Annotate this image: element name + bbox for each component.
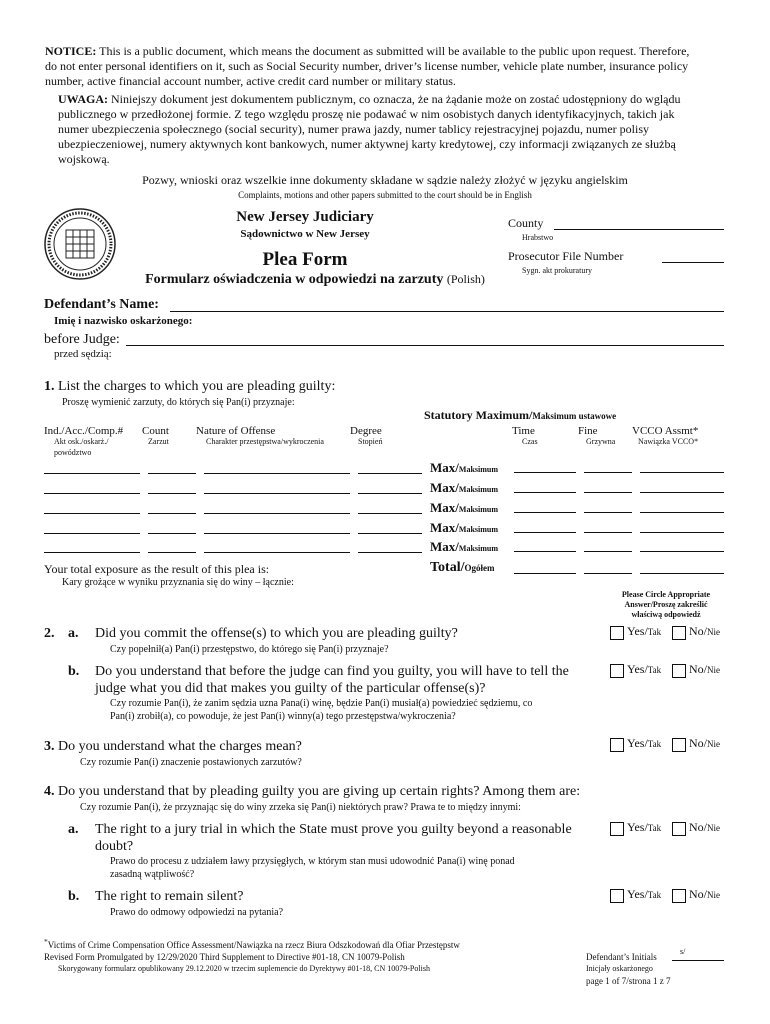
q2b-text-1: Do you understand that before the judge can find you guilty, you will have to tell the — [95, 664, 569, 679]
org-name-pl: Sądownictwo w New Jersey — [240, 228, 370, 240]
q2-number: 2. — [44, 626, 55, 641]
notice-pl-line-3: numer ubezpieczenia społecznego (social security), numer prawa jazdy, numer tablicy rejestracyjnej pojazdu, numer polisy — [58, 122, 649, 136]
county-label: County — [508, 216, 544, 230]
q3-yes-checkbox[interactable] — [610, 738, 624, 752]
col-nature: Nature of Offense — [196, 425, 276, 437]
q4-text-pl: Czy rozumie Pan(i), że przyznając się do winy zrzeka się Pan(i) niektórych praw? Prawa te to między innymi: — [80, 802, 521, 813]
q4b-yes-checkbox[interactable] — [610, 889, 624, 903]
charge-count-field[interactable] — [148, 533, 196, 534]
max-time-field[interactable] — [514, 472, 576, 473]
prosecutor-file-field[interactable] — [662, 262, 724, 263]
max-vcco-field[interactable] — [640, 492, 724, 493]
col-fine-pl: Grzywna — [586, 437, 616, 446]
max-vcco-field[interactable] — [640, 551, 724, 552]
charge-nature-field[interactable] — [204, 473, 350, 474]
initials-label-pl: Inicjały oskarżonego — [586, 964, 653, 973]
q4a-yes-checkbox[interactable] — [610, 822, 624, 836]
q4a-no-checkbox[interactable] — [672, 822, 686, 836]
charge-ind-field[interactable] — [44, 533, 140, 534]
q2b-no-label: No/Nie — [689, 662, 720, 676]
q4a-yes-label: Yes/Tak — [627, 820, 662, 834]
max-time-field[interactable] — [514, 532, 576, 533]
charge-degree-field[interactable] — [358, 513, 422, 514]
max-fine-field[interactable] — [584, 512, 632, 513]
charge-count-field[interactable] — [148, 493, 196, 494]
q4a-text-2: doubt? — [95, 839, 134, 854]
initials-label: Defendant’s Initials — [586, 952, 657, 962]
q4b-yes-label: Yes/Tak — [627, 887, 662, 901]
q2b-no-checkbox[interactable] — [672, 664, 686, 678]
nj-judiciary-seal-icon — [44, 208, 116, 280]
notice-pl-line-2: publicznego w przedłożonej formie. Z tego względu proszę nie podawać w nim osobistych danych identyfikacyjnych, takich jak — [58, 107, 675, 121]
circle-answer-note: Please Circle Appropriate Answer/Proszę zakreślić właściwą odpowiedź — [621, 590, 711, 619]
total-time-field[interactable] — [514, 573, 576, 574]
q2a-letter: a. — [68, 626, 79, 641]
notice-line-1: NOTICE: This is a public document, which means the document as submitted will be available to the public upon request. Therefore, — [45, 44, 690, 58]
q4-text: 4. Do you understand that by pleading guilty you are giving up certain rights? Among them are: — [44, 784, 581, 799]
col-nature-pl: Charakter przestępstwa/wykroczenia — [206, 437, 324, 446]
max-vcco-field[interactable] — [640, 472, 724, 473]
total-vcco-field[interactable] — [640, 573, 724, 574]
col-degree: Degree — [350, 425, 382, 437]
victims-footnote: *Victims of Crime Compensation Office Assessment/Nawiązka na rzecz Biura Odszkodowań dla Ofiar Przestępstw — [44, 937, 460, 950]
english-note-en: Complaints, motions and other papers submitted to the court should be in English — [238, 190, 532, 200]
charge-nature-field[interactable] — [204, 493, 350, 494]
max-fine-field[interactable] — [584, 532, 632, 533]
col-count-pl: Zarzut — [148, 437, 169, 446]
q2b-yes-label: Yes/Tak — [627, 662, 662, 676]
english-note-pl: Pozwy, wnioski oraz wszelkie inne dokumenty składane w sądzie należy złożyć w języku angielskim — [142, 173, 628, 187]
form-subtitle: Formularz oświadczenia w odpowiedzi na zarzuty (Polish) — [145, 272, 485, 287]
max-fine-field[interactable] — [584, 472, 632, 473]
q4a-text-pl-2: zasadną wątpliwość? — [110, 869, 195, 880]
charge-degree-field[interactable] — [358, 473, 422, 474]
q2a-no-checkbox[interactable] — [672, 626, 686, 640]
q4a-text-1: The right to a jury trial in which the State must prove you guilty beyond a reasonable — [95, 822, 572, 837]
col-fine: Fine — [578, 425, 598, 437]
charge-degree-field[interactable] — [358, 493, 422, 494]
q2b-text-2: judge what you did that makes you guilty of the particular offense(s)? — [95, 681, 486, 696]
form-title: Plea Form — [262, 249, 348, 270]
revised-form-note-pl: Skorygowany formularz opublikowany 29.12.2020 w trzecim suplemencie do Dyrektywy #01-18, CN 10079-Polish — [58, 964, 430, 973]
initials-field[interactable] — [672, 960, 724, 961]
county-field[interactable] — [554, 229, 724, 230]
q3-text-pl: Czy rozumie Pan(i) znaczenie postawionych zarzutów? — [80, 757, 302, 768]
q2a-no-label: No/Nie — [689, 624, 720, 638]
col-vcco: VCCO Assmt* — [632, 425, 699, 437]
col-time: Time — [512, 425, 535, 437]
max-fine-field[interactable] — [584, 551, 632, 552]
q2a-text: Did you commit the offense(s) to which you are pleading guilty? — [95, 626, 458, 641]
charge-ind-field[interactable] — [44, 493, 140, 494]
notice-label: NOTICE: — [45, 44, 97, 58]
total-fine-field[interactable] — [584, 573, 632, 574]
q2a-text-pl: Czy popełnił(a) Pan(i) przestępstwo, do którego się Pan(i) przyznaje? — [110, 644, 389, 655]
prosecutor-label: Prosecutor File Number — [508, 249, 624, 263]
charge-ind-field[interactable] — [44, 473, 140, 474]
revised-form-note: Revised Form Promulgated by 12/29/2020 Third Supplement to Directive #01-18, CN 10079-Polish — [44, 952, 405, 962]
max-label: Max/Maksimum — [430, 539, 499, 554]
max-label: Max/Maksimum — [430, 520, 499, 535]
q3-no-checkbox[interactable] — [672, 738, 686, 752]
q1-heading-pl: Proszę wymienić zarzuty, do których się Pan(i) przyznaje: — [62, 397, 295, 408]
max-label: Max/Maksimum — [430, 460, 499, 475]
total-label: Total/Ogółem — [430, 560, 495, 575]
charge-nature-field[interactable] — [204, 533, 350, 534]
q3-yes-label: Yes/Tak — [627, 736, 662, 750]
page-number: page 1 of 7/strona 1 z 7 — [586, 976, 671, 986]
max-fine-field[interactable] — [584, 492, 632, 493]
total-exposure-label-pl: Kary grożące w wyniku przyznania się do winy – łącznie: — [62, 577, 294, 588]
col-ind: Ind./Acc./Comp.# — [44, 425, 124, 437]
col-vcco-pl: Nawiązka VCCO* — [638, 437, 699, 446]
q4a-text-pl-1: Prawo do procesu z udziałem ławy przysięgłych, w którym stan musi udowodnić Pana(i) winę ponad — [110, 856, 515, 867]
max-time-field[interactable] — [514, 492, 576, 493]
max-vcco-field[interactable] — [640, 512, 724, 513]
q2a-yes-checkbox[interactable] — [610, 626, 624, 640]
max-label: Max/Maksimum — [430, 500, 499, 515]
q4b-no-label: No/Nie — [689, 887, 720, 901]
col-count: Count — [142, 425, 169, 437]
q2b-text-pl-1: Czy rozumie Pan(i), że zanim sędzia uzna Pana(i) winę, będzie Pan(i) musiał(a) powiedzieć sędziemu, co — [110, 698, 533, 709]
q3-no-label: No/Nie — [689, 736, 720, 750]
defendant-name-field[interactable] — [170, 311, 724, 312]
notice-line-2: do not enter personal identifiers on it, such as Social Security number, driver’s license number, vehicle plate number, insurance policy — [45, 59, 689, 73]
judge-label-pl: przed sędzią: — [54, 348, 112, 360]
q4a-no-label: No/Nie — [689, 820, 720, 834]
q3-text: 3. Do you understand what the charges mean? — [44, 739, 302, 754]
q4b-no-checkbox[interactable] — [672, 889, 686, 903]
col-ind-pl-2: powództwo — [54, 448, 92, 457]
q4b-letter: b. — [68, 889, 80, 904]
col-ind-pl: Akt osk./oskarż./ — [54, 437, 109, 446]
form-subtitle-lang: (Polish) — [446, 272, 485, 286]
q2b-text-pl-2: Pan(i) zrobił(a), co powoduje, że jest Pan(i) winny(a) tego przestępstwa/wykroczenia? — [110, 711, 456, 722]
county-label-pl: Hrabstwo — [522, 233, 554, 242]
notice-pl-line-5: wojskową. — [58, 152, 110, 166]
notice-pl-line-4: ubezpieczeniowej, numery aktywnych kont bankowych, numer aktywnej karty kredytowej, czy informacji związanych ze służbą — [58, 137, 676, 151]
q4b-text-pl: Prawo do odmowy odpowiedzi na pytania? — [110, 907, 284, 918]
charge-degree-field[interactable] — [358, 533, 422, 534]
col-time-pl: Czas — [522, 437, 538, 446]
judge-label: before Judge: — [44, 332, 120, 347]
charge-ind-field[interactable] — [44, 552, 140, 553]
max-label: Max/Maksimum — [430, 480, 499, 495]
col-degree-pl: Stopień — [358, 437, 383, 446]
org-name: New Jersey Judiciary — [236, 209, 374, 225]
q4b-text: The right to remain silent? — [95, 889, 244, 904]
q2b-yes-checkbox[interactable] — [610, 664, 624, 678]
q2b-letter: b. — [68, 664, 80, 679]
judge-field[interactable] — [126, 345, 724, 346]
max-vcco-field[interactable] — [640, 532, 724, 533]
notice-pl-block — [58, 92, 738, 167]
defendant-name-label: Defendant’s Name: — [44, 297, 159, 312]
charge-degree-field[interactable] — [358, 552, 422, 553]
charge-count-field[interactable] — [148, 473, 196, 474]
statutory-max-header: Statutory Maximum/Maksimum ustawowe — [424, 408, 617, 422]
charge-ind-field[interactable] — [44, 513, 140, 514]
prosecutor-label-pl: Sygn. akt prokuratury — [522, 266, 592, 275]
defendant-name-label-pl: Imię i nazwisko oskarżonego: — [54, 315, 193, 327]
charge-nature-field[interactable] — [204, 552, 350, 553]
q1-heading: 1. List the charges to which you are pleading guilty: — [44, 379, 336, 394]
charge-nature-field[interactable] — [204, 513, 350, 514]
notice-line-3: number, active financial account number, active credit card number or military status. — [45, 74, 456, 88]
charge-count-field[interactable] — [148, 552, 196, 553]
initials-value: s/ — [680, 947, 686, 956]
notice-pl-line-1: UWAGA: Niniejszy dokument jest dokumentem publicznym, co oznacza, że na żądanie może on zostać udostępniony do wglądu — [58, 92, 681, 106]
q4a-letter: a. — [68, 822, 79, 837]
max-time-field[interactable] — [514, 551, 576, 552]
charge-count-field[interactable] — [148, 513, 196, 514]
total-exposure-label: Your total exposure as the result of this plea is: — [44, 562, 270, 576]
notice-block — [45, 44, 735, 89]
notice-pl-label: UWAGA: — [58, 92, 108, 106]
q2a-yes-label: Yes/Tak — [627, 624, 662, 638]
max-time-field[interactable] — [514, 512, 576, 513]
